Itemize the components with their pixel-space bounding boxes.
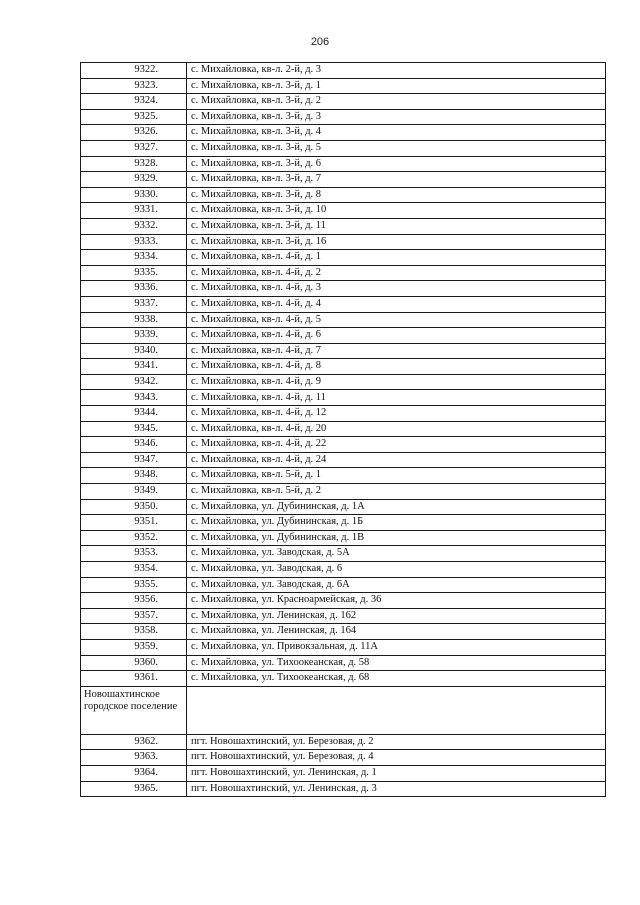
row-address: с. Михайловка, ул. Дубининская, д. 1А: [187, 499, 606, 515]
table-row: [81, 484, 606, 500]
table-row: [81, 750, 606, 766]
row-address: с. Михайловка, кв-л. 4-й, д. 24: [187, 452, 606, 468]
row-number: 9356.: [81, 593, 187, 609]
table-row: [81, 546, 606, 562]
row-number: 9359.: [81, 639, 187, 655]
row-number: 9352.: [81, 530, 187, 546]
row-address: с. Михайловка, кв-л. 4-й, д. 12: [187, 406, 606, 422]
row-address: пгт. Новошахтинский, ул. Ленинская, д. 1: [187, 765, 606, 781]
row-number: 9357.: [81, 608, 187, 624]
table-row: [81, 359, 606, 375]
row-number: 9351.: [81, 515, 187, 531]
table-row: [81, 530, 606, 546]
section-label: Новошахтинское городское поселение: [81, 686, 187, 734]
row-address: с. Михайловка, кв-л. 3-й, д. 7: [187, 172, 606, 188]
table-row: [81, 593, 606, 609]
row-number: 9353.: [81, 546, 187, 562]
row-number: 9343.: [81, 390, 187, 406]
row-number: 9334.: [81, 250, 187, 266]
table-row: [81, 639, 606, 655]
row-number: 9361.: [81, 671, 187, 687]
table-row: [81, 608, 606, 624]
row-number: 9363.: [81, 750, 187, 766]
row-address: с. Михайловка, кв-л. 4-й, д. 5: [187, 312, 606, 328]
row-address: с. Михайловка, ул. Красноармейская, д. 36: [187, 593, 606, 609]
registry-rows-bottom: [81, 734, 606, 796]
table-row: [81, 203, 606, 219]
table-row: [81, 515, 606, 531]
row-address: пгт. Новошахтинский, ул. Ленинская, д. 3: [187, 781, 606, 797]
table-row: [81, 390, 606, 406]
table-row: [81, 374, 606, 390]
table-row: [81, 234, 606, 250]
table-row: [81, 577, 606, 593]
row-address: пгт. Новошахтинский, ул. Березовая, д. 2: [187, 734, 606, 750]
row-address: с. Михайловка, ул. Привокзальная, д. 11А: [187, 639, 606, 655]
row-number: 9339.: [81, 328, 187, 344]
table-row: [81, 109, 606, 125]
row-number: 9355.: [81, 577, 187, 593]
row-address: с. Михайловка, кв-л. 3-й, д. 8: [187, 187, 606, 203]
row-address: с. Михайловка, кв-л. 3-й, д. 1: [187, 78, 606, 94]
row-number: 9322.: [81, 63, 187, 79]
row-number: 9347.: [81, 452, 187, 468]
row-number: 9330.: [81, 187, 187, 203]
row-number: 9354.: [81, 562, 187, 578]
row-address: с. Михайловка, кв-л. 5-й, д. 2: [187, 484, 606, 500]
row-address: с. Михайловка, ул. Заводская, д. 6: [187, 562, 606, 578]
row-address: с. Михайловка, кв-л. 4-й, д. 8: [187, 359, 606, 375]
row-address: с. Михайловка, ул. Дубининская, д. 1В: [187, 530, 606, 546]
table-row: [81, 172, 606, 188]
row-number: 9329.: [81, 172, 187, 188]
row-number: 9365.: [81, 781, 187, 797]
row-number: 9348.: [81, 468, 187, 484]
row-address: с. Михайловка, кв-л. 4-й, д. 6: [187, 328, 606, 344]
row-address: с. Михайловка, кв-л. 4-й, д. 22: [187, 437, 606, 453]
row-number: 9338.: [81, 312, 187, 328]
table-row: [81, 499, 606, 515]
table-row: [81, 421, 606, 437]
registry-section: [81, 686, 606, 734]
row-address: с. Михайловка, кв-л. 3-й, д. 10: [187, 203, 606, 219]
registry-rows-top: [81, 63, 606, 687]
row-number: 9341.: [81, 359, 187, 375]
table-row: [81, 140, 606, 156]
row-number: 9325.: [81, 109, 187, 125]
row-number: 9326.: [81, 125, 187, 141]
row-address: с. Михайловка, кв-л. 2-й, д. 3: [187, 63, 606, 79]
table-row: [81, 562, 606, 578]
table-row: [81, 312, 606, 328]
table-row: [81, 218, 606, 234]
row-address: с. Михайловка, ул. Заводская, д. 5А: [187, 546, 606, 562]
table-row: [81, 296, 606, 312]
row-number: 9340.: [81, 343, 187, 359]
row-address: с. Михайловка, кв-л. 4-й, д. 11: [187, 390, 606, 406]
row-number: 9323.: [81, 78, 187, 94]
row-address: с. Михайловка, кв-л. 4-й, д. 9: [187, 374, 606, 390]
table-row: [81, 281, 606, 297]
table-row: [81, 452, 606, 468]
row-address: с. Михайловка, кв-л. 3-й, д. 2: [187, 94, 606, 110]
row-address: с. Михайловка, кв-л. 4-й, д. 7: [187, 343, 606, 359]
table-row: [81, 734, 606, 750]
row-number: 9332.: [81, 218, 187, 234]
row-address: с. Михайловка, кв-л. 4-й, д. 3: [187, 281, 606, 297]
table-row: [81, 63, 606, 79]
row-number: 9358.: [81, 624, 187, 640]
table-row: [81, 265, 606, 281]
table-row: [81, 187, 606, 203]
row-address: с. Михайловка, кв-л. 3-й, д. 16: [187, 234, 606, 250]
row-number: 9346.: [81, 437, 187, 453]
row-address: с. Михайловка, кв-л. 3-й, д. 4: [187, 125, 606, 141]
table-row: [81, 781, 606, 797]
row-address: с. Михайловка, ул. Ленинская, д. 164: [187, 624, 606, 640]
table-row: [81, 250, 606, 266]
row-address: с. Михайловка, ул. Тихоокеанская, д. 68: [187, 671, 606, 687]
row-address: пгт. Новошахтинский, ул. Березовая, д. 4: [187, 750, 606, 766]
row-address: с. Михайловка, кв-л. 3-й, д. 3: [187, 109, 606, 125]
row-number: 9362.: [81, 734, 187, 750]
table-row: [81, 156, 606, 172]
table-row: [81, 765, 606, 781]
table-row: [81, 468, 606, 484]
row-address: с. Михайловка, кв-л. 3-й, д. 5: [187, 140, 606, 156]
row-number: 9342.: [81, 374, 187, 390]
row-address: с. Михайловка, кв-л. 4-й, д. 4: [187, 296, 606, 312]
table-row: [81, 671, 606, 687]
section-row: [81, 686, 606, 734]
address-registry-table: [80, 62, 606, 797]
row-address: с. Михайловка, кв-л. 3-й, д. 6: [187, 156, 606, 172]
row-number: 9324.: [81, 94, 187, 110]
row-address: с. Михайловка, кв-л. 4-й, д. 20: [187, 421, 606, 437]
table-row: [81, 624, 606, 640]
row-number: 9331.: [81, 203, 187, 219]
table-row: [81, 125, 606, 141]
row-number: 9344.: [81, 406, 187, 422]
table-row: [81, 655, 606, 671]
table-row: [81, 406, 606, 422]
row-number: 9364.: [81, 765, 187, 781]
row-number: 9349.: [81, 484, 187, 500]
table-row: [81, 343, 606, 359]
table-row: [81, 328, 606, 344]
row-address: с. Михайловка, ул. Заводская, д. 6А: [187, 577, 606, 593]
row-address: с. Михайловка, ул. Дубининская, д. 1Б: [187, 515, 606, 531]
row-number: 9335.: [81, 265, 187, 281]
row-number: 9350.: [81, 499, 187, 515]
row-number: 9333.: [81, 234, 187, 250]
row-number: 9345.: [81, 421, 187, 437]
table-row: [81, 437, 606, 453]
row-address: с. Михайловка, ул. Ленинская, д. 162: [187, 608, 606, 624]
row-number: 9336.: [81, 281, 187, 297]
row-address: с. Михайловка, кв-л. 4-й, д. 1: [187, 250, 606, 266]
row-number: 9327.: [81, 140, 187, 156]
table-row: [81, 94, 606, 110]
row-number: 9328.: [81, 156, 187, 172]
row-address: с. Михайловка, кв-л. 3-й, д. 11: [187, 218, 606, 234]
page-number: 206: [310, 36, 330, 48]
row-number: 9360.: [81, 655, 187, 671]
section-empty-cell: [187, 686, 606, 734]
table-row: [81, 78, 606, 94]
row-address: с. Михайловка, кв-л. 4-й, д. 2: [187, 265, 606, 281]
row-address: с. Михайловка, кв-л. 5-й, д. 1: [187, 468, 606, 484]
row-number: 9337.: [81, 296, 187, 312]
row-address: с. Михайловка, ул. Тихоокеанская, д. 58: [187, 655, 606, 671]
